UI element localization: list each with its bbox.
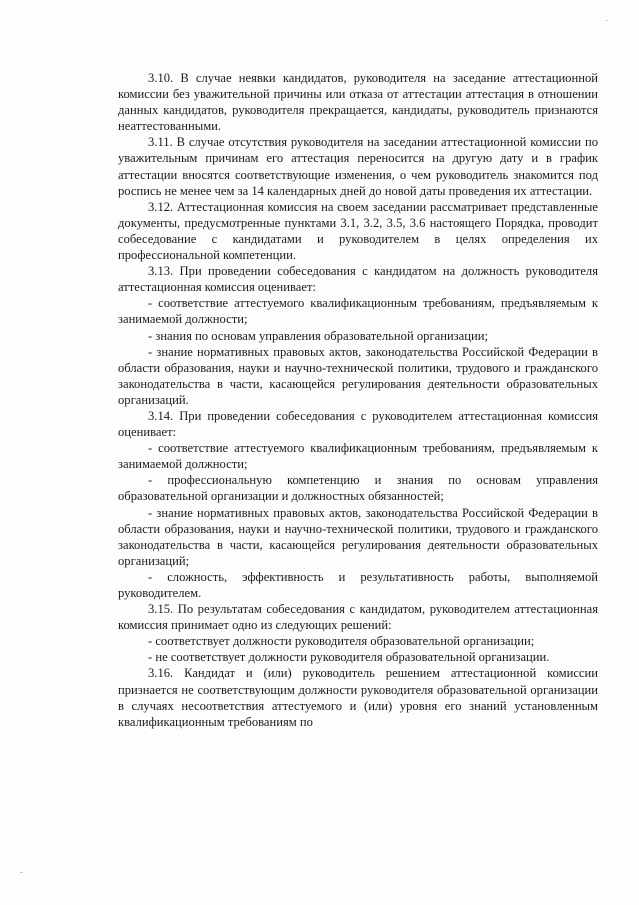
paragraph-3-12: 3.12. Аттестационная комиссия на своем заседании рассматривает представленные документы, предусмотренные пунктами 3.1, 3.2, 3.5, 3.6 настоящего Порядка, проводит собеседование с кандидатами и руководителем в целях определения их профессиональной компетенции. <box>118 199 598 263</box>
document-body <box>118 70 598 730</box>
scan-speck <box>606 20 608 21</box>
paragraph-3-16: 3.16. Кандидат и (или) руководитель решением аттестационной комиссии признается не соответствующим должности руководителя образовательной организации в случаях несоответствия аттестуемого и (или) уровня его знаний установленным квалификационным требованиям по <box>118 666 598 729</box>
list-item: - знания по основам управления образовательной организации; <box>148 328 488 343</box>
list-item: - соответствие аттестуемого квалификационным требованиям, предъявляемым к занимаемой должности; <box>118 296 598 327</box>
paragraph-3-14: 3.14. При проведении собеседования с руководителем аттестационная комиссия оценивает: <box>118 408 598 440</box>
list-item: - знание нормативных правовых актов, законодательства Российской Федерации в области образования, науки и научно-технической политики, трудового и гражданского законодательства в части, касающейся регулирования деятельности образовательных организаций; <box>118 505 598 568</box>
list-item: - знание нормативных правовых актов, законодательства Российской Федерации в области образования, науки и научно-технической политики, трудового и гражданского законодательства в части, касающейся регулирования деятельности образовательных организаций. <box>118 344 598 407</box>
paragraph-3-13: 3.13. При проведении собеседования с кандидатом на должность руководителя аттестационная комиссия оценивает: <box>118 264 598 295</box>
paragraph-3-11: 3.11. В случае отсутствия руководителя на заседании аттестационной комиссии по уважительным причинам его аттестация переносится на другую дату и в график аттестации вносятся соответствующие изменения, о чем руководитель знакомится под роспись не менее чем за 14 календарных дней до новой даты проведения их аттестации. <box>118 135 598 198</box>
list-item: - профессиональную компетенцию и знания по основам управления образовательной организации и должностных обязанностей; <box>118 473 598 504</box>
list-item: - не соответствует должности руководителя образовательной организации. <box>148 650 550 665</box>
list-item: - соответствие аттестуемого квалификационным требованиям, предъявляемым к занимаемой должности; <box>118 441 598 472</box>
paragraph-3-15: 3.15. По результатам собеседования с кандидатом, руководителем аттестационная комиссия принимает одно из следующих решений: <box>118 602 598 633</box>
paragraph-3-10: 3.10. В случае неявки кандидатов, руководителя на заседание аттестационной комиссии без уважительной причины или отказа от аттестации аттестация в отношении данных кандидатов, руководителя прекращается, кандидаты, руководитель признаются неаттестованными. <box>118 71 598 134</box>
list-item: - соответствует должности руководителя образовательной организации; <box>148 634 535 649</box>
list-item: - сложность, эффективность и результативность работы, выполняемой руководителем. <box>118 569 598 600</box>
scan-speck <box>20 872 23 873</box>
